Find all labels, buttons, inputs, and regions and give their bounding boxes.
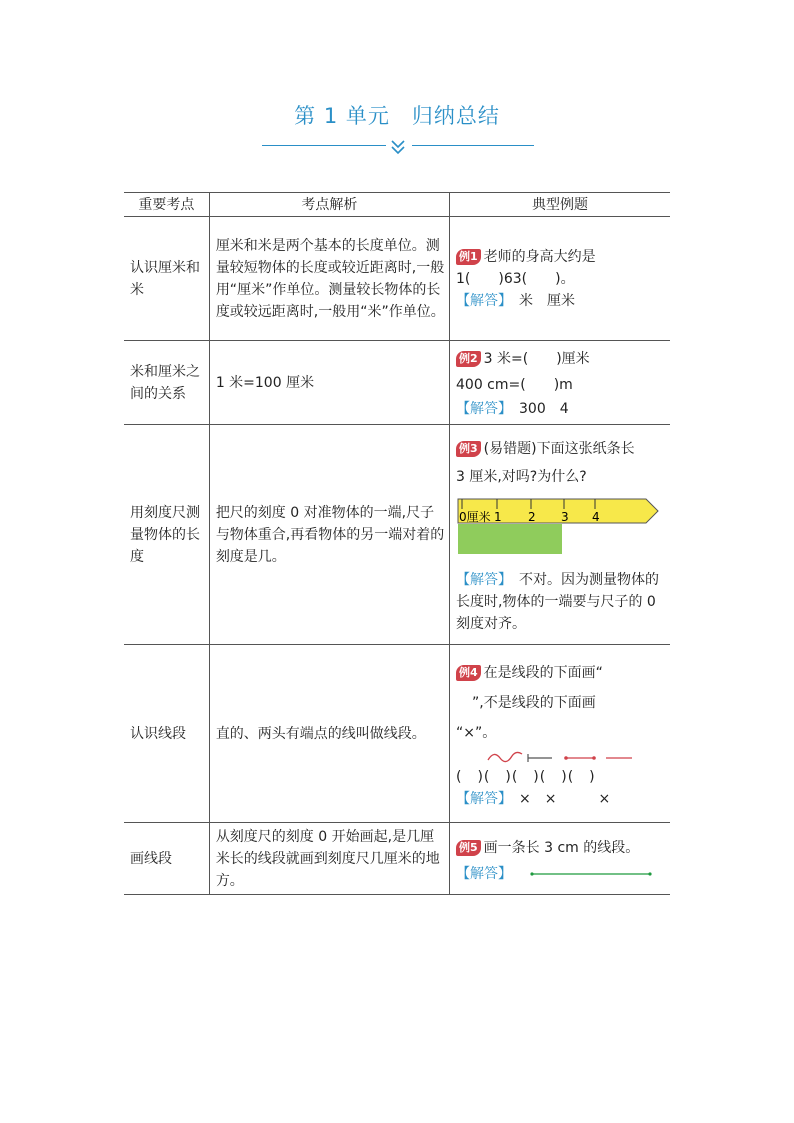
- analysis-cell: 厘米和米是两个基本的长度单位。测量较短物体的长度或较近距离时,一般用“厘米”作单位。测量较长物体的长度或较远距离时,一般用“米”作单位。: [209, 217, 449, 341]
- table-row: [124, 425, 670, 645]
- paper-strip: [458, 524, 562, 554]
- header-example: 典型例题: [450, 193, 671, 217]
- page-title: [0, 100, 794, 130]
- line-options-figure: [456, 750, 636, 766]
- ruler-label: 1: [494, 509, 502, 524]
- analysis-cell: 把尺的刻度 0 对准物体的一端,尺子与物体重合,再看物体的另一端对着的刻度是几。: [209, 425, 449, 645]
- question-text: 1( )63( )。: [456, 270, 575, 287]
- ruler-figure: [456, 495, 666, 563]
- example-cell: [450, 425, 671, 645]
- double-chevron-icon: [390, 138, 406, 156]
- ruler-label: 4: [592, 509, 600, 524]
- question-text: 400 cm=( )m: [456, 376, 573, 393]
- ruler-label: 2: [528, 509, 536, 524]
- example-badge: 例4: [456, 665, 481, 681]
- example-badge: 例1: [456, 249, 481, 265]
- example-cell: [450, 217, 671, 341]
- question-text: 3 米=( )厘米: [483, 350, 590, 367]
- example-badge: 例3: [456, 441, 481, 457]
- header-analysis: 考点解析: [209, 193, 449, 217]
- title-decoration: [262, 138, 534, 158]
- example-badge: 例2: [456, 351, 481, 367]
- drawn-segment: [528, 869, 658, 879]
- wavy-line: [488, 752, 522, 761]
- summary-table: [124, 192, 670, 895]
- question-text: ”,不是线段的下面画: [472, 694, 596, 711]
- table-row: [124, 341, 670, 425]
- table-row: [124, 823, 670, 895]
- answer-label: 【解答】: [456, 790, 505, 807]
- question-text: 老师的身高大约是: [483, 248, 596, 265]
- title-summary: 归纳总结: [411, 104, 500, 128]
- ruler-label: 0厘米: [459, 509, 491, 524]
- question-text: 3 厘米,对吗?为什么?: [456, 468, 587, 485]
- question-text: “×”。: [456, 724, 497, 741]
- answer-label: 【解答】: [456, 865, 512, 882]
- answer-label: 【解答】: [456, 292, 505, 309]
- example-cell: [450, 341, 671, 425]
- table-row: [124, 645, 670, 823]
- analysis-cell: 直的、两头有端点的线叫做线段。: [209, 645, 449, 823]
- question-text: 在是线段的下面画“: [483, 664, 603, 681]
- table-row: [124, 217, 670, 341]
- answer-text: 不对。因为测量物体的长度时,物体的一端要与尺子的 0 刻度对齐。: [456, 571, 659, 632]
- question-text: 画一条长 3 cm 的线段。: [483, 839, 640, 856]
- answer-label: 【解答】: [456, 400, 505, 417]
- topic-cell: 米和厘米之间的关系: [124, 341, 209, 425]
- ruler-label: 3: [561, 509, 569, 524]
- analysis-cell: 1 米=100 厘米: [209, 341, 449, 425]
- title-unit: 第 1 单元: [294, 104, 390, 128]
- topic-cell: 画线段: [124, 823, 209, 895]
- question-text: (易错题)下面这张纸条长: [483, 440, 635, 457]
- answer-blanks: ( )( )( )( )( ): [456, 768, 596, 785]
- header-topic: 重要考点: [124, 193, 209, 217]
- answer-text: 300 4: [505, 400, 569, 417]
- table-header-row: [124, 193, 670, 217]
- answer-text: 米 厘米: [505, 292, 575, 309]
- example-cell: [450, 823, 671, 895]
- example-cell: [450, 645, 671, 823]
- topic-cell: 认识厘米和米: [124, 217, 209, 341]
- topic-cell: 认识线段: [124, 645, 209, 823]
- example-badge: 例5: [456, 840, 481, 856]
- analysis-cell: 从刻度尺的刻度 0 开始画起,是几厘米长的线段就画到刻度尺几厘米的地方。: [209, 823, 449, 895]
- answer-label: 【解答】: [456, 571, 505, 588]
- topic-cell: 用刻度尺测量物体的长度: [124, 425, 209, 645]
- answer-text: × × ×: [519, 790, 611, 807]
